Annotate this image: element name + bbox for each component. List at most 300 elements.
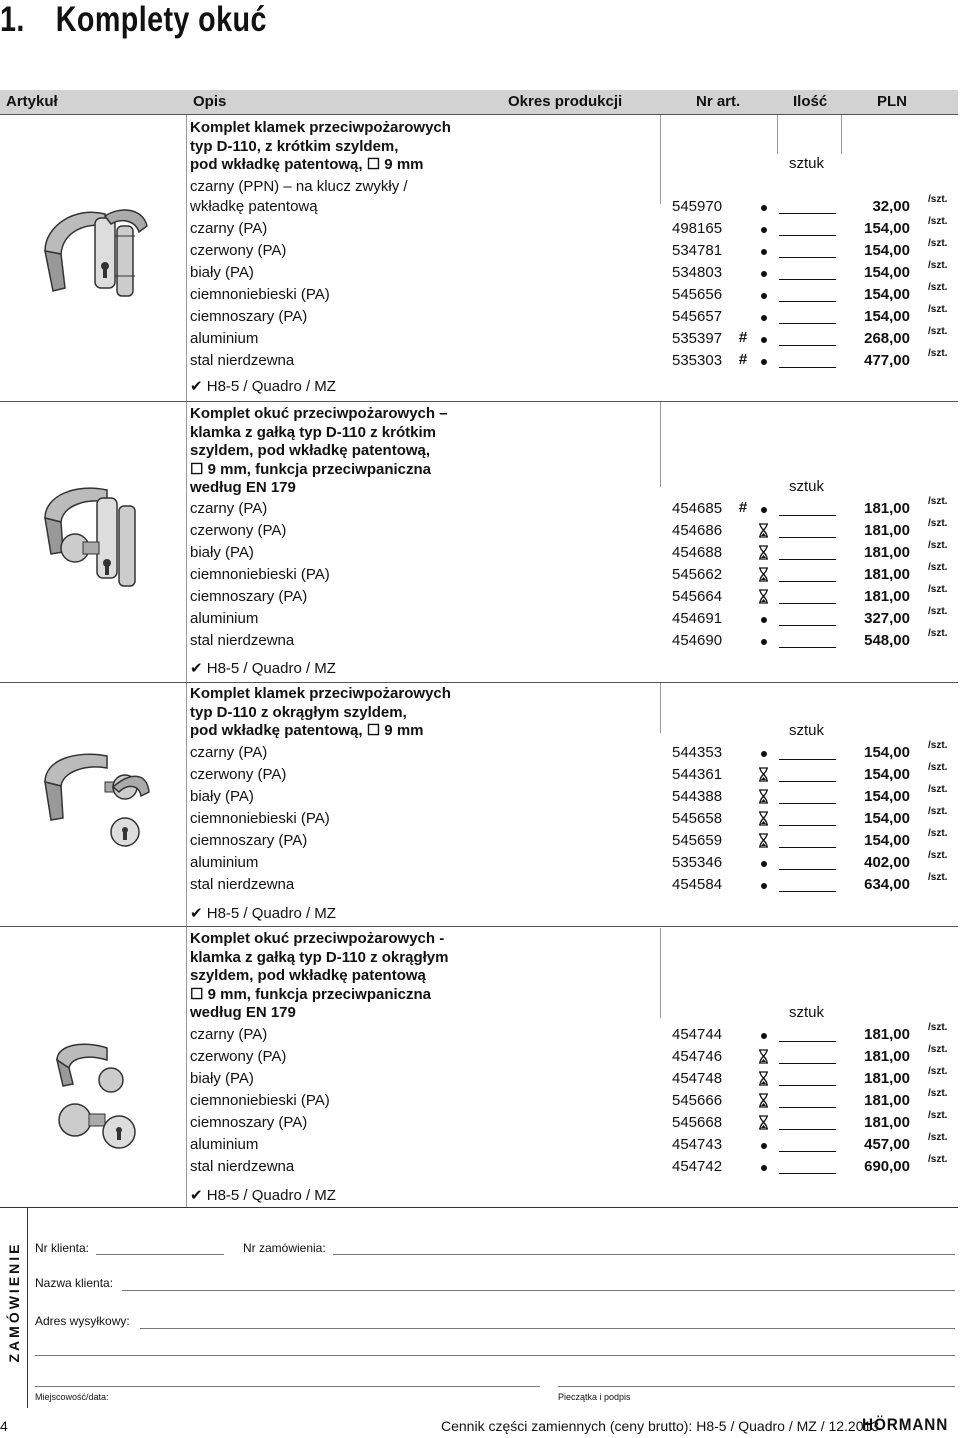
table-row (0, 262, 958, 284)
feature-line: ✔ H8-5 / Quadro / MZ (190, 378, 336, 395)
variant-label: czerwony (PA) (190, 766, 287, 783)
table-row (0, 1046, 958, 1068)
section-divider (0, 682, 958, 683)
feature-line: ✔ H8-5 / Quadro / MZ (190, 905, 336, 922)
hash-mark (735, 853, 751, 873)
quantity-input[interactable] (779, 559, 836, 560)
table-row (0, 564, 958, 586)
unit-label: /szt. (928, 260, 948, 271)
price: 181,00 (864, 1114, 910, 1131)
quantity-input[interactable] (779, 235, 836, 236)
quantity-input[interactable] (779, 1063, 836, 1064)
description-line: typ D-110, z krótkim szyldem, (190, 137, 399, 155)
quantity-input[interactable] (779, 515, 836, 516)
dot-icon (761, 249, 767, 255)
table-row (0, 350, 958, 372)
description-line: klamka z gałką typ D-110 z okrągłym (190, 948, 449, 966)
hash-mark (735, 1091, 751, 1111)
article-number: 534781 (672, 242, 723, 259)
unit-label: /szt. (928, 872, 948, 883)
price: 154,00 (864, 264, 910, 281)
table-row (0, 520, 958, 542)
description-line: szyldem, pod wkładkę patentową, (190, 442, 431, 459)
article-number: 544388 (672, 788, 723, 805)
table-row (0, 218, 958, 240)
table-row (0, 542, 958, 564)
hash-mark (735, 787, 751, 807)
hash-mark (735, 587, 751, 607)
page-number: 4 (0, 1418, 8, 1434)
quantity-input[interactable] (779, 625, 836, 626)
quantity-input[interactable] (779, 825, 836, 826)
price: 154,00 (864, 242, 910, 259)
hourglass-icon (758, 1049, 769, 1064)
table-row (0, 852, 958, 874)
table-row (0, 1024, 958, 1046)
hash-mark (735, 1157, 751, 1177)
brand-logo: HÖRMANN (862, 1415, 949, 1434)
quantity-input[interactable] (779, 603, 836, 604)
divider (660, 402, 661, 487)
price: 181,00 (864, 1048, 910, 1065)
variant-label: aluminium (190, 1136, 259, 1153)
variant-label: ciemnoniebieski (PA) (190, 810, 330, 827)
table-row (0, 808, 958, 830)
unit-label: /szt. (928, 348, 948, 359)
unit-label: /szt. (928, 1154, 948, 1165)
price: 268,00 (864, 330, 910, 347)
price: 181,00 (864, 522, 910, 539)
hash-mark (735, 809, 751, 829)
quantity-input[interactable] (779, 345, 836, 346)
place-date-field[interactable] (35, 1386, 540, 1387)
quantity-input[interactable] (779, 537, 836, 538)
quantity-input[interactable] (779, 847, 836, 848)
price: 154,00 (864, 220, 910, 237)
section-divider (0, 114, 958, 115)
article-number: 545668 (672, 1114, 723, 1131)
dot-icon (761, 293, 767, 299)
description-line: według EN 179 (190, 1004, 296, 1021)
quantity-input[interactable] (779, 1173, 836, 1174)
article-number: 535303 (672, 352, 723, 369)
article-number: 534803 (672, 264, 723, 281)
section-description (190, 685, 451, 741)
price: 327,00 (864, 610, 910, 627)
chapter-number: 1. (0, 0, 25, 39)
table-row (0, 196, 958, 218)
hash-mark (735, 831, 751, 851)
quantity-input[interactable] (779, 869, 836, 870)
variant-label: aluminium (190, 854, 259, 871)
variant-label: ciemnoszary (PA) (190, 308, 308, 325)
price: 154,00 (864, 286, 910, 303)
article-number: 545664 (672, 588, 723, 605)
unit-label: /szt. (928, 496, 948, 507)
sztuk-label: sztuk (789, 1004, 825, 1021)
price: 457,00 (864, 1136, 910, 1153)
description-line: według EN 179 (190, 479, 296, 496)
description-line: ☐ 9 mm, funkcja przeciwpaniczna (190, 460, 432, 478)
article-number: 454746 (672, 1048, 723, 1065)
description-line: klamka z gałką typ D-110 z krótkim (190, 423, 436, 441)
table-row (0, 328, 958, 350)
price: 154,00 (864, 832, 910, 849)
article-number: 454688 (672, 544, 723, 561)
unit-label: /szt. (928, 1022, 948, 1033)
dot-icon (761, 359, 767, 365)
hash-mark (735, 307, 751, 327)
feature-line: ✔ H8-5 / Quadro / MZ (190, 660, 336, 677)
quantity-input[interactable] (779, 759, 836, 760)
dot-icon (761, 205, 767, 211)
quantity-input[interactable] (779, 367, 836, 368)
description-line: Komplet okuć przeciwpożarowych - (190, 930, 445, 947)
price: 690,00 (864, 1158, 910, 1175)
unit-label: /szt. (928, 740, 948, 751)
quantity-input[interactable] (779, 1129, 836, 1130)
table-header (0, 90, 958, 114)
article-number: 535397 (672, 330, 723, 347)
variant-label: biały (PA) (190, 264, 254, 281)
dot-icon (761, 639, 767, 645)
chapter-title: Komplety okuć (55, 0, 267, 39)
hourglass-icon (758, 833, 769, 848)
hourglass-icon (758, 789, 769, 804)
col-pln: PLN (877, 93, 907, 110)
table-row (0, 1134, 958, 1156)
dot-icon (761, 1165, 767, 1171)
variant-label: ciemnoniebieski (PA) (190, 286, 330, 303)
variant-label: czerwony (PA) (190, 522, 287, 539)
quantity-input[interactable] (779, 301, 836, 302)
article-number: 454743 (672, 1136, 723, 1153)
feature-line: ✔ H8-5 / Quadro / MZ (190, 1187, 336, 1204)
stamp-signature-label: Pieczątka i podpis (558, 1392, 631, 1402)
table-row (0, 786, 958, 808)
sztuk-label: sztuk (789, 155, 825, 172)
hash-mark: # (738, 329, 748, 346)
client-number-field[interactable] (96, 1254, 224, 1255)
price: 181,00 (864, 500, 910, 517)
variant-label: czarny (PA) (190, 744, 268, 761)
hourglass-icon (758, 767, 769, 782)
hourglass-icon (758, 1071, 769, 1086)
variant-label: biały (PA) (190, 1070, 254, 1087)
unit-label: /szt. (928, 1110, 948, 1121)
hash-mark (735, 609, 751, 629)
unit-label: /szt. (928, 326, 948, 337)
hash-mark: # (738, 499, 748, 516)
dot-icon (761, 861, 767, 867)
quantity-input[interactable] (779, 1041, 836, 1042)
table-row (0, 1090, 958, 1112)
unit-label: /szt. (928, 762, 948, 773)
hash-mark (735, 263, 751, 283)
client-name-label: Nazwa klienta: (35, 1276, 114, 1290)
divider (660, 114, 661, 204)
page-title (0, 0, 267, 40)
dot-icon (761, 751, 767, 757)
table-row (0, 284, 958, 306)
table-row (0, 1112, 958, 1134)
unit-label: /szt. (928, 216, 948, 227)
table-row (0, 306, 958, 328)
hash-mark (735, 743, 751, 763)
section-description (190, 405, 448, 498)
article-number: 454685 (672, 500, 723, 517)
table-row (0, 630, 958, 652)
unit-label: /szt. (928, 850, 948, 861)
hash-mark: # (738, 351, 748, 368)
col-ilosc: Ilość (793, 93, 828, 110)
sztuk-label: sztuk (789, 722, 825, 739)
table-row (0, 586, 958, 608)
stamp-signature-field[interactable] (558, 1386, 955, 1387)
footer-text: Cennik części zamiennych (ceny brutto): H8-5 / Quadro / MZ / 12.2013 (441, 1418, 880, 1434)
hash-mark (735, 1113, 751, 1133)
unit-label: /szt. (928, 1044, 948, 1055)
quantity-input[interactable] (779, 781, 836, 782)
article-number: 545658 (672, 810, 723, 827)
quantity-input[interactable] (779, 1151, 836, 1152)
quantity-input[interactable] (779, 1107, 836, 1108)
variant-note-line: czarny (PPN) – na klucz zwykły / (190, 178, 408, 195)
hash-mark (735, 765, 751, 785)
hash-mark (735, 1069, 751, 1089)
unit-label: /szt. (928, 806, 948, 817)
hash-mark (735, 241, 751, 261)
article-number: 545662 (672, 566, 723, 583)
hourglass-icon (758, 1115, 769, 1130)
price: 477,00 (864, 352, 910, 369)
unit-label: /szt. (928, 194, 948, 205)
dot-icon (761, 1033, 767, 1039)
price: 548,00 (864, 632, 910, 649)
hash-mark (735, 875, 751, 895)
sztuk-label: sztuk (789, 478, 825, 495)
dot-icon (761, 617, 767, 623)
table-row (0, 1156, 958, 1178)
col-artykul: Artykuł (6, 93, 58, 110)
article-number: 545659 (672, 832, 723, 849)
variant-label: czerwony (PA) (190, 242, 287, 259)
hash-mark (735, 197, 751, 217)
table-row (0, 1068, 958, 1090)
price: 181,00 (864, 566, 910, 583)
table-row (0, 764, 958, 786)
table-row (0, 498, 958, 520)
section-divider (0, 926, 958, 927)
variant-label: ciemnoszary (PA) (190, 588, 308, 605)
client-number-label: Nr klienta: (35, 1241, 90, 1255)
price: 181,00 (864, 1070, 910, 1087)
variant-label: stal nierdzewna (190, 1158, 295, 1175)
price: 32,00 (872, 198, 910, 215)
section-description (190, 119, 451, 175)
unit-label: /szt. (928, 1132, 948, 1143)
dot-icon (761, 883, 767, 889)
price: 634,00 (864, 876, 910, 893)
order-number-field[interactable] (333, 1254, 955, 1255)
price: 154,00 (864, 810, 910, 827)
dot-icon (761, 507, 767, 513)
divider (841, 114, 842, 154)
article-number: 454686 (672, 522, 723, 539)
description-line: szyldem, pod wkładkę patentową (190, 967, 426, 984)
hash-mark (735, 219, 751, 239)
unit-label: /szt. (928, 1066, 948, 1077)
unit-label: /szt. (928, 282, 948, 293)
col-opis: Opis (193, 93, 227, 110)
variant-label: stal nierdzewna (190, 352, 295, 369)
description-line: pod wkładkę patentową, ☐ 9 mm (190, 156, 424, 173)
table-row (0, 608, 958, 630)
article-number: 545657 (672, 308, 723, 325)
variant-label: ciemnoszary (PA) (190, 832, 308, 849)
variant-label: aluminium (190, 330, 259, 347)
section-description (190, 930, 448, 1023)
order-number-label: Nr zamówienia: (243, 1241, 326, 1255)
article-number: 454691 (672, 610, 723, 627)
variant-label: ciemnoniebieski (PA) (190, 1092, 330, 1109)
hash-mark (735, 1025, 751, 1045)
unit-label: /szt. (928, 518, 948, 529)
variant-label: biały (PA) (190, 788, 254, 805)
quantity-input[interactable] (779, 581, 836, 582)
hash-mark (735, 543, 751, 563)
shipping-address-field[interactable] (140, 1328, 955, 1329)
price: 154,00 (864, 766, 910, 783)
price: 181,00 (864, 1026, 910, 1043)
article-number: 545656 (672, 286, 723, 303)
client-name-field[interactable] (122, 1290, 955, 1291)
hourglass-icon (758, 567, 769, 582)
hourglass-icon (758, 589, 769, 604)
hash-mark (735, 565, 751, 585)
article-number: 454748 (672, 1070, 723, 1087)
unit-label: /szt. (928, 584, 948, 595)
description-line: ☐ 9 mm, funkcja przeciwpaniczna (190, 985, 432, 1003)
unit-label: /szt. (928, 1088, 948, 1099)
shipping-address-field-2[interactable] (35, 1355, 955, 1356)
shipping-address-label: Adres wysyłkowy: (35, 1314, 130, 1328)
col-nr-art: Nr art. (696, 93, 741, 110)
divider (777, 114, 778, 154)
quantity-input[interactable] (779, 323, 836, 324)
quantity-input[interactable] (779, 213, 836, 214)
unit-label: /szt. (928, 562, 948, 573)
variant-label: aluminium (190, 610, 259, 627)
hourglass-icon (758, 811, 769, 826)
variant-label: ciemnoszary (PA) (190, 1114, 308, 1131)
price: 154,00 (864, 744, 910, 761)
hash-mark (735, 631, 751, 651)
variant-label-cont: wkładkę patentową (190, 198, 318, 215)
hash-mark (735, 285, 751, 305)
unit-label: /szt. (928, 540, 948, 551)
article-number: 454744 (672, 1026, 723, 1043)
description-line: pod wkładkę patentową, ☐ 9 mm (190, 722, 424, 739)
variant-label: biały (PA) (190, 544, 254, 561)
col-okres: Okres produkcji (508, 93, 623, 110)
hourglass-icon (758, 1093, 769, 1108)
table-row (0, 240, 958, 262)
variant-label: czerwony (PA) (190, 1048, 287, 1065)
quantity-input[interactable] (779, 1085, 836, 1086)
variant-note (190, 178, 408, 197)
price: 181,00 (864, 588, 910, 605)
dot-icon (761, 271, 767, 277)
variant-label: stal nierdzewna (190, 876, 295, 893)
variant-label: czarny (PA) (190, 1026, 268, 1043)
article-number: 454742 (672, 1158, 723, 1175)
hash-mark (735, 521, 751, 541)
article-number: 544361 (672, 766, 723, 783)
hash-mark (735, 1135, 751, 1155)
dot-icon (761, 1143, 767, 1149)
unit-label: /szt. (928, 784, 948, 795)
table-row (0, 830, 958, 852)
description-line: Komplet klamek przeciwpożarowych (190, 119, 451, 136)
order-side-label: ZAMÓWIENIE (0, 1208, 28, 1408)
price: 402,00 (864, 854, 910, 871)
table-row (0, 742, 958, 764)
article-number: 545666 (672, 1092, 723, 1109)
article-number: 535346 (672, 854, 723, 871)
article-number: 544353 (672, 744, 723, 761)
hourglass-icon (758, 545, 769, 560)
hourglass-icon (758, 523, 769, 538)
divider (660, 928, 661, 1018)
place-date-label: Miejscowość/data: (35, 1392, 109, 1402)
dot-icon (761, 315, 767, 321)
variant-label: czarny (PA) (190, 500, 268, 517)
quantity-input[interactable] (779, 647, 836, 648)
quantity-input[interactable] (779, 257, 836, 258)
unit-label: /szt. (928, 828, 948, 839)
unit-label: /szt. (928, 628, 948, 639)
variant-label: ciemnoniebieski (PA) (190, 566, 330, 583)
section-divider (0, 401, 958, 402)
dot-icon (761, 227, 767, 233)
unit-label: /szt. (928, 304, 948, 315)
hash-mark (735, 1047, 751, 1067)
divider (660, 683, 661, 733)
price: 181,00 (864, 1092, 910, 1109)
quantity-input[interactable] (779, 891, 836, 892)
unit-label: /szt. (928, 606, 948, 617)
price: 154,00 (864, 788, 910, 805)
article-number: 454690 (672, 632, 723, 649)
description-line: Komplet klamek przeciwpożarowych (190, 685, 451, 702)
order-form (0, 1207, 958, 1407)
price: 154,00 (864, 308, 910, 325)
description-line: Komplet okuć przeciwpożarowych – (190, 405, 448, 422)
price: 181,00 (864, 544, 910, 561)
variant-label: czarny (PA) (190, 220, 268, 237)
description-line: typ D-110 z okrągłym szyldem, (190, 703, 407, 721)
quantity-input[interactable] (779, 803, 836, 804)
dot-icon (761, 337, 767, 343)
quantity-input[interactable] (779, 279, 836, 280)
article-number: 454584 (672, 876, 723, 893)
article-number: 545970 (672, 198, 723, 215)
article-number: 498165 (672, 220, 723, 237)
table-row (0, 874, 958, 896)
unit-label: /szt. (928, 238, 948, 249)
variant-label: stal nierdzewna (190, 632, 295, 649)
